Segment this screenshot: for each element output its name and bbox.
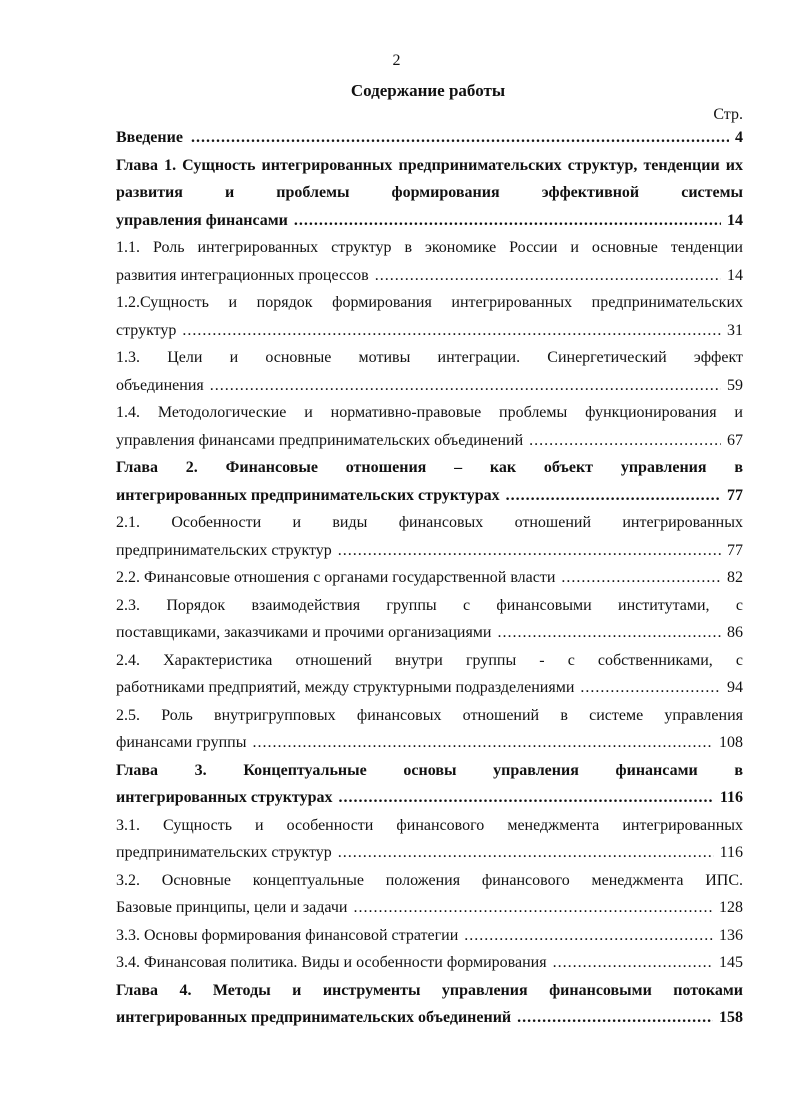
toc-entry-line xyxy=(116,949,743,977)
toc-entry-title: 3.3. Основы формирования финансовой стратегии xyxy=(116,926,459,944)
toc-entry-title: поставщиками, заказчиками и прочими организациями xyxy=(116,624,492,641)
toc-entry-line xyxy=(116,124,743,152)
toc-page-number: 77 xyxy=(727,541,743,559)
toc-entry-line xyxy=(116,674,743,702)
toc-entry-ch1 xyxy=(116,152,743,235)
toc-entry-line xyxy=(116,784,743,812)
dot-leader xyxy=(191,124,729,152)
toc-page-number: 128 xyxy=(719,899,743,916)
toc-entry-s3_4 xyxy=(116,949,743,977)
toc-page-number: 116 xyxy=(719,844,743,861)
toc-entry-s1_2 xyxy=(116,289,743,344)
toc-page-number: 31 xyxy=(727,321,743,339)
toc-entry-text: Глава 2. Финансовые отношения – как объект управления в xyxy=(116,459,743,476)
toc-entry-s1_4 xyxy=(116,399,743,454)
dot-leader xyxy=(375,262,721,290)
dot-leader xyxy=(338,537,721,565)
dot-leader xyxy=(517,1004,713,1032)
dot-leader xyxy=(338,784,713,812)
toc-entry-title: Базовые принципы, цели и задачи xyxy=(116,899,348,916)
dot-leader xyxy=(210,372,721,400)
toc-entry-s3_1 xyxy=(116,812,743,867)
toc-entry-text: 2.5. Роль внутригрупповых финансовых отношений в системе управления xyxy=(116,706,743,724)
toc-entry-s2_1 xyxy=(116,509,743,564)
toc-entry-line xyxy=(116,922,743,950)
toc-entry-text: 3.1. Сущность и особенности финансового менеджмента интегрированных xyxy=(116,816,743,834)
dot-leader xyxy=(529,427,721,455)
toc-entry-title: Введение xyxy=(116,129,183,146)
toc-entry-text: 3.2. Основные концептуальные положения финансового менеджмента ИПС. xyxy=(116,871,743,889)
toc-entry-title: управления финансами xyxy=(116,211,288,229)
toc-entry-title: объединения xyxy=(116,376,204,394)
toc-entry-line xyxy=(116,537,743,565)
toc-page-number: 86 xyxy=(727,624,743,641)
toc-entry-s2_3 xyxy=(116,592,743,647)
toc-entry-text: Глава 1. Сущность интегрированных предпринимательских структур, тенденции их развития и проблемы формирования эффективной системы xyxy=(116,156,743,201)
toc-entry-title: интегрированных структурах xyxy=(116,789,333,806)
toc-entry-s1_3 xyxy=(116,344,743,399)
dot-leader xyxy=(353,894,713,922)
toc-entry-ch2 xyxy=(116,454,743,509)
toc-entry-s3_3 xyxy=(116,922,743,950)
toc-entry-s2_4 xyxy=(116,647,743,702)
dot-leader xyxy=(561,564,721,592)
toc-entry-text: 2.4. Характеристика отношений внутри группы - с собственниками, с xyxy=(116,651,743,669)
toc-page-number: 67 xyxy=(727,431,743,449)
toc-entry-title: структур xyxy=(116,321,177,339)
table-of-contents xyxy=(116,124,743,1032)
toc-entry-text: 1.4. Методологические и нормативно-правовые проблемы функционирования и xyxy=(116,404,743,421)
toc-entry-line xyxy=(116,1004,743,1032)
toc-page-number: 116 xyxy=(719,789,743,806)
dot-leader xyxy=(252,729,713,757)
dot-leader xyxy=(497,619,721,647)
toc-entry-title: 2.2. Финансовые отношения с органами государственной власти xyxy=(116,569,556,586)
toc-entry-line xyxy=(116,729,743,757)
toc-entry-title: интегрированных предпринимательских объединений xyxy=(116,1009,512,1026)
toc-entry-s2_5 xyxy=(116,702,743,757)
toc-entry-text: 1.2.Сущность и порядок формирования интегрированных предпринимательских xyxy=(116,294,743,311)
toc-entry-line xyxy=(116,427,743,455)
dot-leader xyxy=(182,317,721,345)
toc-page-number: 108 xyxy=(719,734,743,751)
page-number: 2 xyxy=(392,52,401,69)
toc-entry-line xyxy=(116,839,743,867)
toc-entry-title: развития интеграционных процессов xyxy=(116,266,369,284)
toc-entry-title: 3.4. Финансовая политика. Виды и особенности формирования xyxy=(116,954,547,971)
pages-column-header: Стр. xyxy=(713,106,743,123)
toc-entry-text: 2.3. Порядок взаимодействия группы с финансовыми институтами, с xyxy=(116,596,743,614)
toc-entry-intro xyxy=(116,124,743,152)
toc-entry-ch4 xyxy=(116,977,743,1032)
toc-entry-title: финансами группы xyxy=(116,734,247,751)
toc-entry-line xyxy=(116,317,743,345)
toc-entry-s3_2 xyxy=(116,867,743,922)
toc-entry-title: предпринимательских структур xyxy=(116,844,332,861)
toc-entry-s1_1 xyxy=(116,234,743,289)
toc-entry-text: 2.1. Особенности и виды финансовых отношений интегрированных xyxy=(116,514,743,531)
dot-leader xyxy=(580,674,721,702)
toc-page-number: 4 xyxy=(735,129,743,146)
toc-entry-title: интегрированных предпринимательских структурах xyxy=(116,486,500,504)
toc-entry-text: Глава 4. Методы и инструменты управления финансовыми потоками xyxy=(116,981,743,999)
toc-page-number: 94 xyxy=(727,679,743,696)
toc-page-number: 158 xyxy=(719,1009,743,1026)
toc-entry-line xyxy=(116,894,743,922)
toc-entry-line xyxy=(116,262,743,290)
toc-entry-title: управления финансами предпринимательских объединений xyxy=(116,431,524,449)
toc-entry-ch3 xyxy=(116,757,743,812)
dot-leader xyxy=(506,482,721,510)
dot-leader xyxy=(464,922,713,950)
toc-entry-text: 1.1. Роль интегрированных структур в экономике России и основные тенденции xyxy=(116,239,743,256)
toc-entry-s2_2 xyxy=(116,564,743,592)
toc-entry-line xyxy=(116,482,743,510)
dot-leader xyxy=(294,207,721,235)
toc-page-number: 14 xyxy=(727,211,743,229)
dot-leader xyxy=(338,839,714,867)
toc-entry-text: 1.3. Цели и основные мотивы интеграции. Синергетический эффект xyxy=(116,349,743,366)
toc-entry-line xyxy=(116,372,743,400)
toc-page-number: 145 xyxy=(719,954,743,971)
toc-page-number: 82 xyxy=(727,569,743,586)
toc-entry-title: работниками предприятий, между структурными подразделениями xyxy=(116,679,575,696)
toc-entry-line xyxy=(116,564,743,592)
toc-entry-line xyxy=(116,207,743,235)
toc-page-number: 77 xyxy=(727,486,743,504)
toc-page-number: 136 xyxy=(719,926,743,944)
toc-entry-line xyxy=(116,619,743,647)
toc-entry-title: предпринимательских структур xyxy=(116,541,332,559)
page-title: Содержание работы xyxy=(350,81,506,100)
dot-leader xyxy=(553,949,713,977)
toc-page-number: 14 xyxy=(727,266,743,284)
toc-entry-text: Глава 3. Концептуальные основы управления финансами в xyxy=(116,761,743,779)
toc-page-number: 59 xyxy=(727,376,743,394)
